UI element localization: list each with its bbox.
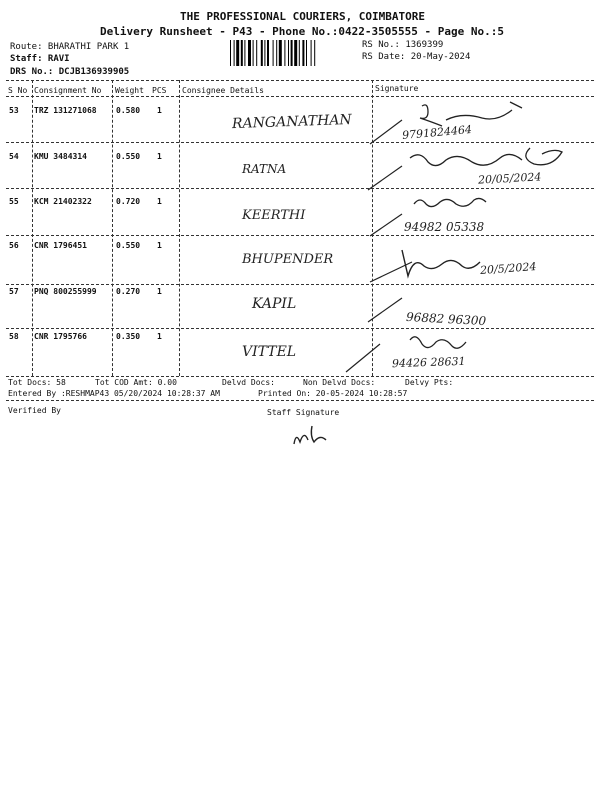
barcode-bar — [253, 40, 254, 66]
route-label: Route: BHARATHI PARK 1 — [10, 42, 130, 52]
consignee-name: KAPIL — [252, 296, 297, 312]
barcode-bar — [241, 40, 243, 66]
row-sno: 55 — [9, 197, 19, 206]
col-header-signature: Signature — [375, 84, 419, 93]
signature-note: 20/05/2024 — [477, 170, 542, 187]
delivered-docs: Delvd Docs: — [222, 378, 275, 387]
signature-note: 9791824464 — [401, 122, 473, 143]
col-header-consignee: Consignee Details — [182, 86, 264, 95]
barcode-bar — [230, 40, 231, 66]
staff-signature-label: Staff Signature — [267, 408, 340, 417]
row-sno: 54 — [9, 152, 19, 161]
row-pcs: 1 — [157, 106, 162, 115]
barcode-bar — [234, 40, 235, 66]
row-weight: 0.720 — [116, 197, 141, 206]
row-consignment: KMU 3484314 — [34, 152, 87, 161]
handwritten-signature — [362, 236, 562, 286]
row-sno: 58 — [9, 332, 19, 341]
barcode-bar — [288, 40, 289, 66]
row-weight: 0.550 — [116, 152, 141, 161]
row-consignment: KCM 21402322 — [34, 197, 92, 206]
barcode-bar — [306, 40, 307, 66]
barcode-bar — [248, 40, 251, 66]
row-sno: 57 — [9, 287, 19, 296]
rs-number: RS No.: 1369399 — [362, 40, 444, 50]
row-weight: 0.580 — [116, 106, 141, 115]
consignee-name: VITTEL — [242, 344, 297, 360]
consignee-name: RANGANATHAN — [231, 111, 352, 133]
row-pcs: 1 — [157, 332, 162, 341]
col-sep — [32, 80, 33, 376]
non-delivered-docs: Non Delvd Docs: — [303, 378, 376, 387]
row-weight: 0.350 — [116, 332, 141, 341]
col-sep — [179, 80, 180, 376]
drs-number: DRS No.: DCJB136939905 — [10, 67, 130, 77]
col-header-sno: S No — [8, 86, 28, 95]
barcode-bar — [302, 40, 304, 66]
company-name: THE PROFESSIONAL COURIERS, COIMBATORE — [180, 10, 426, 23]
row-pcs: 1 — [157, 241, 162, 250]
row-weight: 0.550 — [116, 241, 141, 250]
barcode-bar — [284, 40, 285, 66]
consignee-name: BHUPENDER — [242, 252, 334, 267]
barcode-bar — [273, 40, 274, 66]
table-bottom-border — [6, 376, 594, 377]
row-pcs: 1 — [157, 152, 162, 161]
signature-note: 94426 28631 — [391, 354, 466, 371]
row-weight: 0.270 — [116, 287, 141, 296]
entered-by: Entered By :RESHMAP43 05/20/2024 10:28:37 AM — [8, 389, 220, 398]
row-sno: 53 — [9, 106, 19, 115]
col-header-weight: Weight — [115, 86, 144, 95]
signature-note: 20/5/2024 — [479, 260, 537, 277]
footer-divider — [6, 400, 594, 401]
row-divider — [6, 188, 594, 189]
row-pcs: 1 — [157, 197, 162, 206]
staff-signature-mark — [290, 420, 330, 450]
barcode-bar — [314, 40, 315, 66]
header-divider — [6, 96, 594, 97]
barcode-bar — [236, 40, 239, 66]
row-sno: 56 — [9, 241, 19, 250]
handwritten-signature — [362, 98, 532, 146]
handwritten-signature — [362, 190, 532, 238]
barcode-bar — [299, 40, 300, 66]
row-divider — [6, 328, 594, 329]
row-consignment: TRZ 131271068 — [34, 106, 97, 115]
runsheet-title: Delivery Runsheet - P43 - Phone No.:0422-3505555 - Page No.:5 — [100, 25, 504, 38]
barcode-bar — [294, 40, 297, 66]
signature-note: 96882 96300 — [405, 309, 487, 329]
barcode-bar — [264, 40, 265, 66]
barcode-bar — [276, 40, 277, 66]
verified-by-label: Verified By — [8, 406, 61, 415]
barcode-bar — [256, 40, 257, 66]
barcode-bar — [267, 40, 269, 66]
handwritten-signature — [362, 140, 582, 192]
row-consignment: PNQ 800255999 — [34, 287, 97, 296]
col-header-pcs: PCS — [152, 86, 167, 95]
row-pcs: 1 — [157, 287, 162, 296]
row-consignment: CNR 1796451 — [34, 241, 87, 250]
staff-label: Staff: RAVI — [10, 54, 70, 64]
handwritten-signature — [362, 286, 442, 326]
barcode-bar — [244, 40, 245, 66]
signature-note: 94982 05338 — [404, 220, 485, 234]
barcode — [230, 40, 356, 66]
delivery-points: Delvy Pts: — [405, 378, 454, 387]
barcode-bar — [291, 40, 293, 66]
printed-on: Printed On: 20-05-2024 10:28:57 — [258, 389, 408, 398]
table-top-border — [6, 80, 594, 81]
handwritten-signature — [340, 328, 490, 376]
barcode-bar — [279, 40, 282, 66]
row-consignment: CNR 1795766 — [34, 332, 87, 341]
row-divider — [6, 284, 594, 285]
barcode-bar — [311, 40, 312, 66]
rs-date: RS Date: 20-May-2024 — [362, 52, 471, 62]
total-docs: Tot Docs: 58 — [8, 378, 66, 387]
barcode-bar — [261, 40, 263, 66]
consignee-name: KEERTHI — [242, 208, 306, 223]
col-sep — [112, 80, 113, 376]
total-cod: Tot COD Amt: 0.00 — [95, 378, 177, 387]
consignee-name: RATNA — [242, 162, 287, 176]
col-header-consignment: Consignment No — [34, 86, 102, 95]
